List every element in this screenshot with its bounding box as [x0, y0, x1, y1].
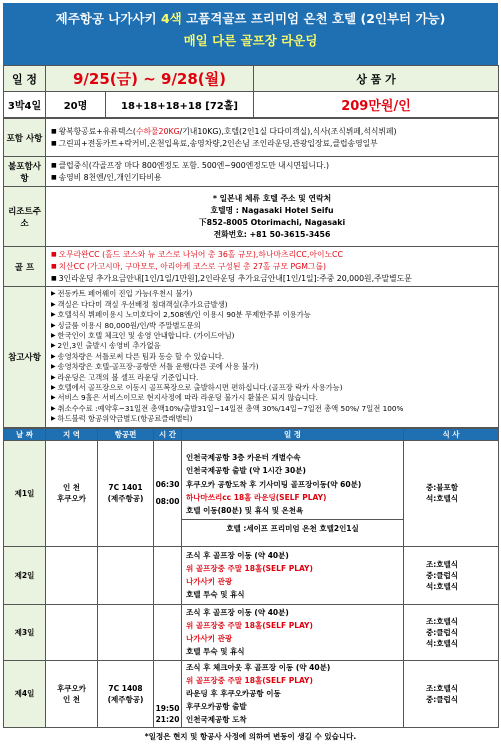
day-4-itinerary	[182, 660, 404, 727]
exclusions-list	[46, 157, 499, 187]
resort-line: 호텔명 : Nagasaki Hotel Seifu	[210, 205, 334, 215]
itinerary-item: 위 골프장중 주말 18홀(SELF PLAY)	[186, 620, 313, 630]
itinerary-item: 조식 후 체크아웃 후 골프장 이동 (약 40분)	[186, 662, 331, 672]
note-item: ▶ 서비스 9홀은 서비스이므로 현지사정에 따라 라운딩 불가시 환불은 되지 않습니다.	[51, 393, 493, 403]
day-4-label: 제4일	[4, 660, 46, 727]
note-item: ▶ 전동카트 페어웨이 진입 가능(우천시 불가)	[51, 289, 493, 299]
tour-itinerary	[3, 3, 498, 745]
schedule-label: 일 정	[4, 66, 46, 92]
inclusions-label: 포함 사항	[4, 119, 46, 157]
col-itinerary: 일 정	[182, 428, 404, 440]
itinerary-item: 위 골프장중 주말 18홀(SELF PLAY)	[186, 563, 313, 573]
day-1-itinerary	[182, 440, 404, 546]
col-date: 날 짜	[4, 428, 46, 440]
note-item: ▶ 2인,3인 출발시 송영비 추가없음	[51, 341, 493, 351]
resort-label: 리조트주소	[4, 187, 46, 247]
golf-list	[46, 247, 499, 287]
note-item: ▶ 송영차량은 서틀로써 다른 팀과 동승 할 수 있습니다.	[51, 352, 493, 362]
col-time: 시 간	[154, 428, 182, 440]
note-item: ▶ 객실은 다다미 객실 우선배정 침대객실(추가요금발생)	[51, 300, 493, 310]
itinerary-item: 후쿠오카 공항도착 후 기사미팅 골프장이동(약 60분)	[186, 479, 362, 489]
golf-item: ■ 치산CC (가고시마, 구마모토, 아리아케 코스로 구성된 총 27홀 규모 PGM그룹)	[51, 261, 493, 273]
resort-line: 전화번호: +81 50-3615-3456	[213, 229, 331, 239]
group-size: 20명	[46, 92, 106, 118]
notes-list	[46, 287, 499, 427]
note-item: ▶ 취소수수료 :예약후~31일전 총액10%/출발31일~14일전 총액 30%/14일~7일전 총액 50%/ 7일전 100%	[51, 404, 493, 414]
note-item: ▶ 싱글룸 이용시 80,000원/인/박 주말별도문의	[51, 321, 493, 331]
day-1-meals: 중:불포함 석:호텔식	[404, 440, 499, 546]
golf-item: ■ 오무라완CC (홀드 코스와 뉴 코스로 나뉘어 총 36홀 규모),하나마츠리CC,아이노CC	[51, 249, 493, 261]
day-4-region: 후쿠오카 인 천	[46, 660, 98, 727]
col-region: 지 역	[46, 428, 98, 440]
day-3-meals: 조:호텔식 중:클럽식 석:호텔식	[404, 604, 499, 660]
golf-label: 골 프	[4, 247, 46, 287]
day-4-flight: 7C 1408 (제주항공)	[98, 660, 154, 727]
day-1-region: 인 천 후쿠오카	[46, 440, 98, 546]
day-2-meals: 조:호텔식 중:클럽식 석:호텔식	[404, 546, 499, 604]
note-item: ▶ 한국인이 호텔 체크인 및 송영 안내합니다. (가이드아님)	[51, 331, 493, 341]
details-table	[3, 118, 499, 428]
note-item: ▶ 하드블럭 항공위약금별도(항공료클래별티)	[51, 414, 493, 424]
itinerary-item: 호텔 투숙 및 휴식	[186, 647, 245, 657]
title-banner	[3, 3, 498, 65]
day-3-label: 제3일	[4, 604, 46, 660]
col-meals: 식 사	[404, 428, 499, 440]
itinerary-item: 인천국제공항 도착	[186, 715, 247, 725]
resort-line: 下852-8005 Otorimachi, Nagasaki	[198, 217, 346, 227]
day-2-itinerary	[182, 546, 404, 604]
day-2-label: 제2일	[4, 546, 46, 604]
day-1-times: 06:30 08:00	[154, 440, 182, 546]
day-4-meals: 조:호텔식 중:클럽식	[404, 660, 499, 727]
price-label: 상 품 가	[254, 66, 499, 92]
itinerary-item: 하나마쓰리cc 18홀 라운딩(SELF PLAY)	[186, 492, 327, 502]
itinerary-item: 호텔 투숙 및 휴식	[186, 590, 245, 600]
exclusion-item: ■ 송영비 8천엔/인,개인기타비용	[51, 172, 493, 184]
day-3-itinerary	[182, 604, 404, 660]
day-4-times: 19:50 21:20	[154, 660, 182, 727]
page-title: 제주항공 나가사키 4색 고품격골프 프리미엄 온천 호텔 (2인부터 가능)	[55, 11, 446, 26]
inclusion-item: ■ 왕복항공료+유류텍스(수하물20KG/기내10KG),호텔(2인1실 다다미객실),식사(조식뷔페,석식뷔페)	[51, 126, 493, 138]
rounds-info: 18+18+18+18 [72홀]	[106, 92, 254, 118]
itinerary-item: 위 골프장중 주말 18홀(SELF PLAY)	[186, 675, 313, 685]
itinerary-item: 인천국제공항 3층 카운터 개별수속	[186, 453, 301, 463]
day-1-flight: 7C 1401 (제주항공)	[98, 440, 154, 546]
resort-address	[46, 187, 499, 247]
notes-label: 참고사항	[4, 287, 46, 427]
footnote: *일정은 현지 및 항공사 사정에 의하여 변동이 생길 수 있습니다.	[144, 731, 357, 741]
trip-dates: 9/25(금) ~ 9/28(월)	[46, 66, 254, 92]
inclusions-list	[46, 119, 499, 157]
summary-table	[3, 65, 499, 118]
itinerary-item: 조식 후 골프장 이동 (약 40분)	[186, 550, 289, 560]
tour-price: 209만원/인	[254, 92, 499, 118]
day-1-hotel: 호텔 :세이프 프리미엄 온천 호텔2인1실	[182, 519, 403, 537]
itinerary-item: 나가사키 관광	[186, 577, 233, 587]
itinerary-item: 라운딩 후 후쿠오카공항 이동	[186, 689, 281, 699]
note-item: ▶ 호텔에서 골프장으로 이동시 골프복장으로 출발하시면 편하십니다.(골프장 락카 사용가능)	[51, 383, 493, 393]
itinerary-item: 후쿠오카공항 출발	[186, 702, 247, 712]
note-item: ▶ 라운딩은 고객의 볼 셀프 라운딩 기준입니다.	[51, 373, 493, 383]
col-flight: 항공편	[98, 428, 154, 440]
itinerary-item: 나가사키 관광	[186, 634, 233, 644]
exclusion-item: ■ 클럽중식(각골프장 마다 800엔정도 포함. 500엔~900엔정도만 내시면됩니다.)	[51, 160, 493, 172]
trip-duration: 3박4일	[4, 92, 46, 118]
note-item: ▶ 호텔석식 뷔페이용시 노미호다이 2,508엔/인 이용시 90분 무제한주류 이용가능	[51, 310, 493, 320]
exclusions-label: 불포함사항	[4, 157, 46, 187]
itinerary-item: 호텔 이동(80분) 및 휴식 및 온천욕	[186, 505, 304, 515]
itinerary-item: 조식 후 골프장 이동 (약 40분)	[186, 607, 289, 617]
page-subtitle: 매일 다른 골프장 라운딩	[183, 33, 318, 48]
day-1-label: 제1일	[4, 440, 46, 546]
inclusion-item: ■ 그린피+전동카트+락커비,온천입욕료,송영차량,2인손님 조인라운딩,관광입장료,클럽송영일부	[51, 138, 493, 150]
golf-item: ■ 3인라운딩 추가요금안내[1인/1일/1만원],2인라운딩 추가요금안내[1인/1일]:주중 20,000원,주말별도문	[51, 273, 493, 285]
title-highlight: 4색	[160, 11, 182, 26]
itinerary-item: 인천국제공항 출발 (약 1시간 30분)	[186, 466, 306, 476]
schedule-table	[3, 428, 499, 728]
note-item: ▶ 송영차량은 호텔-골프장-공항만 서틀 운행(다른 곳에 사용 불가)	[51, 362, 493, 372]
resort-line: * 일본내 체류 호텔 주소 및 연락처	[212, 193, 332, 203]
